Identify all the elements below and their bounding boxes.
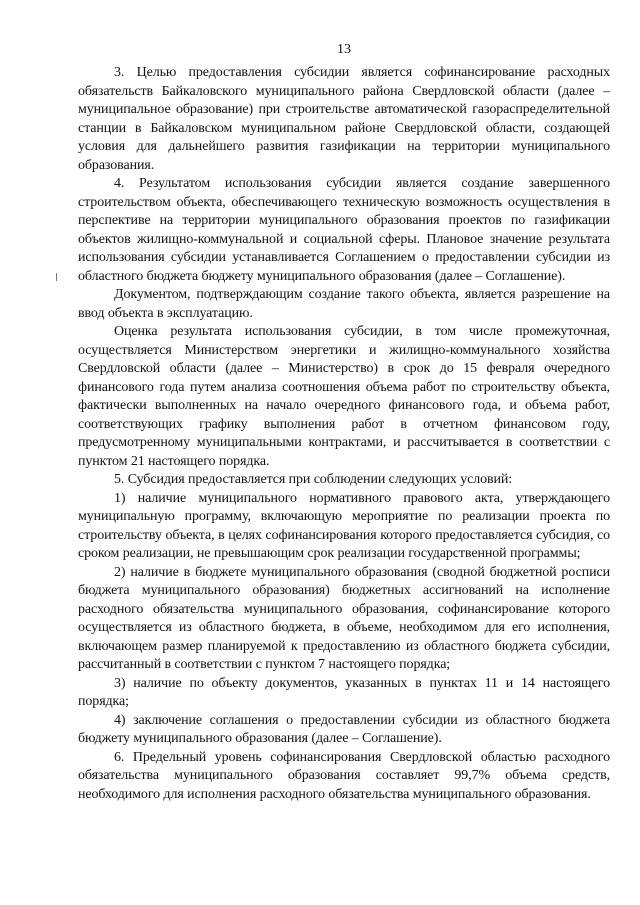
condition-3-documents: 3) наличие по объекту документов, указанных в пунктах 11 и 14 настоящего порядка; <box>78 675 610 709</box>
page-number: 13 <box>337 42 351 57</box>
paragraph-6-cofinancing-level: 6. Предельный уровень софинансирования Свердловской областью расходного обязательства муниципального образования составляет 99,7% объема средств, необходимого для исполнения расходного обязательства муниципального образования. <box>78 749 610 802</box>
document-page <box>78 0 610 905</box>
paragraph-confirming-document: Документом, подтверждающим создание такого объекта, является разрешение на ввод объекта в эксплуатацию. <box>78 287 610 321</box>
condition-2-budget-allocations: 2) наличие в бюджете муниципального образования (сводной бюджетной росписи бюджета муниципального образования) бюджетных ассигнований на исполнение расходного обязательства муниципального образования, софинансирование которого осуществляется из областного бюджета, в объеме, необходимом для его исполнения, включающем размер планируемой к предоставлению из областного бюджета субсидии, рассчитанный в соответствии с пунктом 7 настоящего порядка; <box>78 564 610 672</box>
scan-artifact-mark <box>56 273 57 281</box>
condition-4-agreement: 4) заключение соглашения о предоставлении субсидии из областного бюджета бюджету муниципального образования (далее – Соглашение). <box>78 712 610 746</box>
paragraph-5-conditions: 5. Субсидия предоставляется при соблюдении следующих условий: <box>114 472 513 487</box>
paragraph-4-subsidy-result: 4. Результатом использования субсидии является создание завершенного строительством объекта, обеспечивающего техническую возможность осуществления в перспективе на территории муниципального образования проектов по газификации объектов жилищно-коммунальной и социальной сферы. Плановое значение результата использования субсидии устанавливается Соглашением о предоставлении субсидии из областного бюджета бюджету муниципального образования (далее – Соглашение). <box>78 176 610 284</box>
condition-1-municipal-act: 1) наличие муниципального нормативного правового акта, утверждающего муниципальную программу, включающую мероприятие по реализации проекта по строительству объекта, в целях софинансирования которого предоставляется субсидия, со сроком реализации, не превышающим срок реализации государственной программы; <box>78 490 610 561</box>
paragraph-result-evaluation: Оценка результата использования субсидии, в том числе промежуточная, осуществляется Министерством энергетики и жилищно-коммунального хозяйства Свердловской области (далее – Министерство) в срок до 15 февраля очередного финансового года путем анализа соотношения объема работ по строительству объекта, фактически выполненных на начало очередного финансового года, и объема работ, соответствующих графику выполнения работ в отчетном финансовом году, предусмотренному муниципальными контрактами, и рассчитывается в соответствии с пунктом 21 настоящего порядка. <box>78 324 610 469</box>
document-body <box>78 64 610 804</box>
paragraph-3-subsidy-purpose: 3. Целью предоставления субсидии является софинансирование расходных обязательств Байкаловского муниципального района Свердловской области (далее – муниципальное образование) при строительстве автоматической газораспределительной станции в Байкаловском муниципальном районе Свердловской области, создающей условия для дальнейшего развития газификации на территории муниципального образования. <box>78 65 610 173</box>
